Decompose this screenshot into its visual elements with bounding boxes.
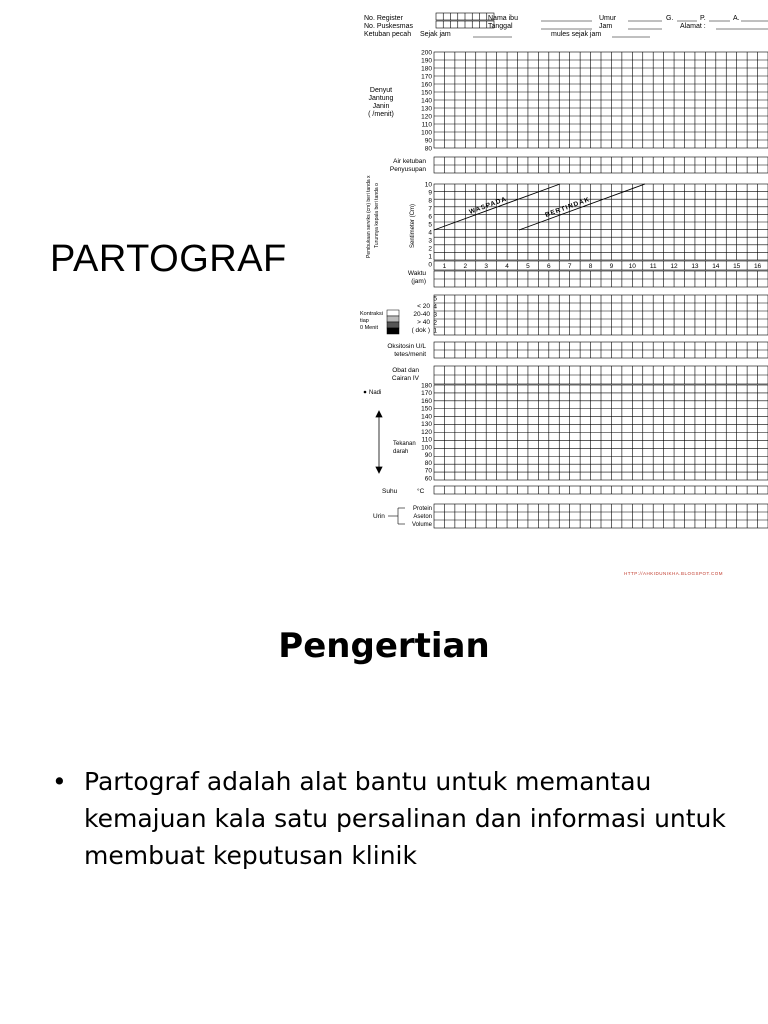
cervix-grid — [434, 184, 768, 260]
djj-tick: 150 — [421, 89, 432, 97]
tanggal-label: Tanggal — [488, 23, 513, 30]
oksitosin-grid — [434, 342, 768, 358]
cervix-tick: 9 — [428, 189, 432, 197]
djj-label-3: Janin — [372, 103, 390, 110]
oksitosin-label: Oksitosin U/L — [387, 343, 426, 350]
nama-ibu-label: Nama ibu — [488, 15, 518, 22]
cervix-tick: 2 — [428, 245, 432, 253]
bullet-item — [52, 763, 752, 874]
hour-label: 11 — [649, 263, 657, 270]
djj-tick: 130 — [421, 105, 432, 113]
kontraksi-row-4: ( dok ) — [411, 327, 430, 334]
nadi-tick: 70 — [424, 467, 432, 475]
djj-tick: 200 — [421, 49, 432, 57]
nadi-tick: 170 — [421, 390, 432, 398]
hour-label: 9 — [609, 263, 614, 270]
tekanan-label: Tekanan — [393, 441, 416, 447]
djj-label-4: ( /menit) — [368, 111, 394, 118]
kontraksi-tick: 2 — [433, 319, 437, 327]
alamat-label: Alamat : — [680, 23, 706, 30]
nadi-tick: 130 — [421, 421, 432, 429]
cervix-tick: 10 — [424, 181, 432, 189]
bullet-text: Partograf adalah alat bantu untuk memantau kemajuan kala satu persalinan dan informasi untuk membuat keputusan klinik — [84, 767, 726, 870]
waktu-grid — [434, 271, 768, 287]
sentimeter-axis-label: Sentimeter (Cm) — [410, 203, 416, 248]
hour-label: 13 — [691, 263, 699, 270]
hour-label: 1 — [442, 263, 447, 270]
nadi-tick: 160 — [421, 397, 432, 405]
urin-label: Urin — [373, 513, 385, 520]
jam-unit-label: (jam) — [411, 278, 426, 285]
hour-label: 16 — [753, 263, 762, 270]
nadi-bullet-icon — [364, 391, 367, 394]
penyusupan-label: Penyusupan — [389, 166, 426, 173]
kontraksi-label: Kontraksi — [360, 311, 383, 317]
djj-tick: 80 — [424, 145, 432, 153]
suhu-label: Suhu — [382, 488, 398, 495]
aseton-label: Aseton — [413, 514, 432, 520]
legend-box-black — [387, 328, 399, 334]
form-grids — [434, 13, 768, 528]
suhu-unit-label: °C — [417, 488, 425, 495]
djj-section — [368, 87, 394, 118]
djj-tick: 190 — [421, 57, 432, 65]
slide-title: PARTOGRAF — [50, 238, 287, 280]
obat-label: Obat dan — [392, 367, 419, 374]
djj-tick: 180 — [421, 65, 432, 73]
cervix-tick: 5 — [428, 221, 432, 229]
hour-label: 8 — [588, 263, 593, 270]
hour-label: 4 — [505, 263, 509, 270]
waspada-label: WASPADA — [468, 195, 509, 216]
hour-labels — [443, 263, 762, 270]
obat-grid — [434, 366, 768, 384]
tetes-menit-label: tetes/menit — [394, 351, 426, 358]
umur-label: Umur — [599, 15, 617, 22]
cervix-tick: 6 — [428, 213, 432, 221]
kontraksi-row-1: < 20 — [417, 303, 430, 310]
ketuban-pecah-label: Ketuban pecah — [364, 31, 412, 38]
sejak-jam-label: Sejak jam — [420, 31, 451, 38]
cervix-tick: 0 — [428, 261, 432, 269]
hour-label: 3 — [484, 263, 488, 270]
nadi-tick: 140 — [421, 413, 432, 421]
cervix-tick: 3 — [428, 237, 432, 245]
p-label: P. — [700, 15, 706, 22]
no-puskesmas-label: No. Puskesmas — [364, 23, 414, 30]
hour-label: 10 — [628, 263, 636, 270]
djj-tick: 170 — [421, 73, 432, 81]
turunnya-kepala-label: Turunnya kepala beri tanda o — [374, 183, 380, 248]
nadi-tick: 100 — [421, 444, 432, 452]
menit-label: 0 Menit — [360, 325, 379, 331]
djj-tick: 140 — [421, 97, 432, 105]
waktu-label: Waktu — [407, 270, 426, 277]
kontraksi-tick: 1 — [433, 327, 437, 335]
hour-label: 15 — [733, 263, 741, 270]
hour-label: 5 — [526, 263, 530, 270]
puskesmas-boxes — [436, 21, 494, 28]
air-ketuban-grid — [434, 157, 768, 173]
kontraksi-row-3: > 40 — [417, 319, 430, 326]
djj-tick: 160 — [421, 81, 432, 89]
djj-label-2: Jantung — [368, 95, 394, 102]
cervix-tick: 8 — [428, 197, 432, 205]
g-label: G. — [666, 15, 674, 22]
tiap-label: tiap — [360, 318, 369, 324]
nadi-tick: 90 — [424, 452, 432, 460]
cervix-tick: 4 — [428, 229, 432, 237]
hour-label: 6 — [547, 263, 551, 270]
hour-label: 14 — [712, 263, 720, 270]
legend-box-grey — [387, 322, 399, 328]
bullet-list — [52, 763, 752, 874]
watermark: HTTP://AHKIDUNIKHA.BLOGSPOT.COM — [624, 571, 724, 576]
djj-tick: 90 — [424, 137, 432, 145]
nadi-grid — [434, 385, 768, 480]
urin-grid — [434, 504, 768, 528]
nadi-tick: 80 — [424, 459, 432, 467]
nadi-tick: 110 — [421, 436, 432, 444]
urin-bracket-icon — [388, 508, 405, 524]
djj-grid — [434, 52, 768, 148]
kontraksi-row-2: 20-40 — [413, 311, 430, 318]
hour-label: 2 — [463, 263, 468, 270]
bullet-icon: • — [52, 767, 67, 796]
register-boxes — [436, 13, 494, 20]
djj-tick-labels — [421, 49, 432, 152]
pembukaan-serviks-label: Pembukaan serviks (cm) beri tanda x — [366, 175, 372, 258]
cairan-iv-label: Cairan IV — [391, 375, 419, 382]
protein-label: Protein — [412, 506, 432, 512]
nadi-tick: 60 — [424, 475, 432, 483]
djj-tick: 110 — [421, 121, 432, 129]
djj-tick: 100 — [421, 129, 432, 137]
darah-label: darah — [393, 449, 409, 455]
nadi-label: Nadi — [369, 390, 382, 396]
section-heading: Pengertian — [278, 626, 490, 666]
nadi-tick: 120 — [421, 428, 432, 436]
bertindak-label: BERTINDAK — [544, 196, 592, 219]
jam-label: Jam — [599, 23, 613, 30]
form-header — [364, 15, 740, 38]
no-register-label: No. Register — [364, 15, 403, 22]
cervix-tick: 1 — [428, 253, 432, 261]
partograf-form-figure — [356, 10, 768, 580]
cervix-tick-labels — [425, 181, 433, 268]
cervix-tick: 7 — [428, 205, 432, 213]
nadi-tick: 180 — [421, 382, 432, 390]
kontraksi-grid — [434, 295, 768, 335]
nadi-tick: 150 — [421, 405, 432, 413]
suhu-grid — [434, 486, 768, 494]
kontraksi-tick-labels — [433, 295, 437, 334]
nadi-tick-labels — [421, 382, 432, 482]
blood-pressure-arrow-icon — [376, 411, 382, 473]
mules-sejak-jam-label: mules sejak jam — [551, 31, 602, 38]
kontraksi-tick: 5 — [433, 295, 437, 303]
djj-label-1: Denyut — [369, 87, 393, 94]
djj-tick: 120 — [421, 113, 432, 121]
hour-label: 12 — [670, 263, 678, 270]
a-label: A. — [733, 15, 740, 22]
hour-label: 7 — [567, 263, 572, 270]
kontraksi-tick: 4 — [433, 303, 437, 311]
kontraksi-tick: 3 — [433, 311, 437, 319]
legend-box-dots — [387, 310, 399, 316]
air-ketuban-label: Air ketuban — [393, 158, 426, 165]
legend-box-hatch — [387, 316, 399, 322]
volume-label: Volume — [411, 522, 432, 528]
